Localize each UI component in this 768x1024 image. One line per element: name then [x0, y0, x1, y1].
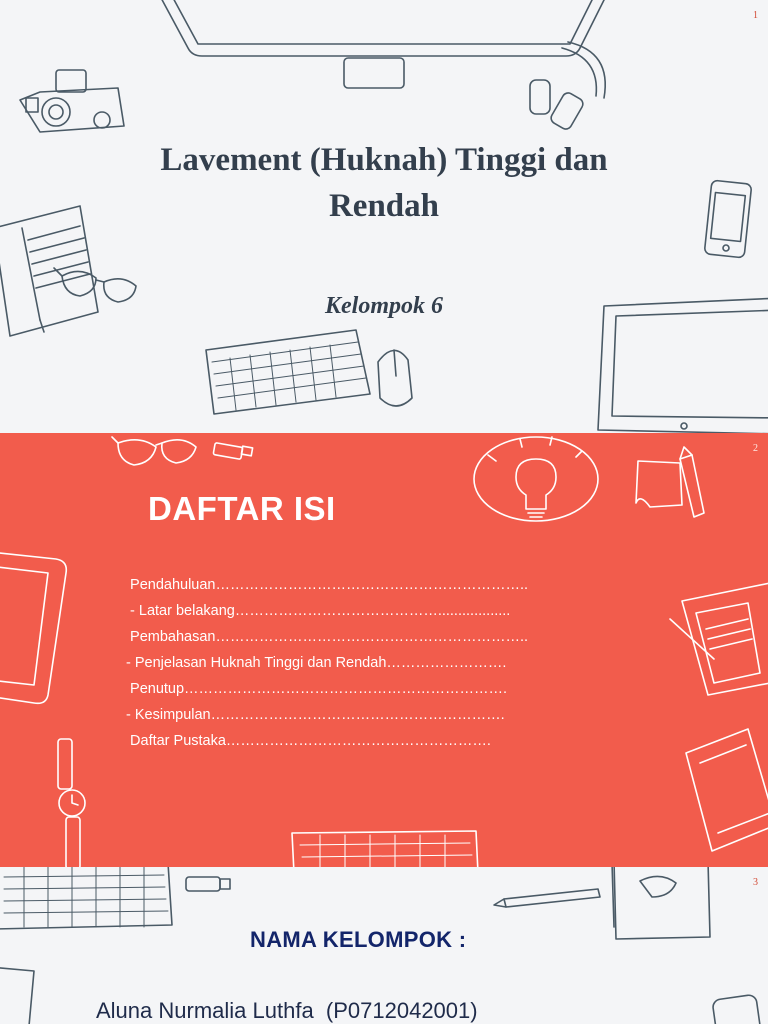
sticky-note-icon	[636, 461, 682, 507]
tablet-icon	[0, 551, 66, 703]
slide-1	[0, 0, 768, 433]
table-of-contents-list	[126, 572, 528, 754]
usb-drive-icon	[213, 443, 252, 460]
toc-item: Pembahasan………………………………………………………..	[126, 629, 529, 645]
slide-number: 1	[753, 10, 758, 21]
mouse-icon	[378, 350, 412, 406]
group-subtitle: Kelompok 6	[325, 293, 443, 319]
wristwatch-icon	[58, 739, 85, 867]
toc-item: Penutup………………………………………………………….	[126, 681, 508, 697]
table-of-contents-title: DAFTAR ISI	[148, 490, 336, 527]
notebook-icon	[670, 583, 768, 695]
toc-item: - Penjelasan Huknah Tinggi dan Rendah…………………….	[126, 655, 507, 671]
keyboard-icon	[206, 330, 370, 414]
tablet-icon	[0, 967, 34, 1024]
group-members-title: NAMA KELOMPOK :	[250, 927, 467, 952]
pencil-icon	[680, 447, 704, 517]
slide-number: 2	[753, 443, 758, 454]
toc-item: Daftar Pustaka……………………………………………….	[126, 733, 491, 749]
toc-item: - Latar belakang……………………………………..................	[126, 603, 511, 619]
monitor-icon	[160, 0, 606, 88]
slide-number: 3	[753, 877, 758, 888]
member-name: Aluna Nurmalia Luthfa (P0712042001)	[96, 998, 478, 1023]
toc-item: - Kesimpulan…………………………………………………….	[126, 707, 505, 723]
keyboard-icon	[292, 831, 478, 867]
usb-drive-icon	[186, 877, 230, 891]
camera-icon	[20, 70, 124, 132]
presentation-title: Lavement (Huknah) Tinggi dan Rendah	[160, 142, 608, 224]
notebook-icon	[540, 867, 710, 939]
pen-icon	[494, 889, 600, 907]
toc-item: Pendahuluan………………………………………………………..	[126, 577, 529, 593]
smartphone-icon	[712, 994, 764, 1024]
keyboard-icon	[0, 867, 172, 929]
diary-icon	[686, 729, 768, 851]
glasses-icon	[112, 437, 196, 465]
lightbulb-icon	[474, 437, 598, 521]
